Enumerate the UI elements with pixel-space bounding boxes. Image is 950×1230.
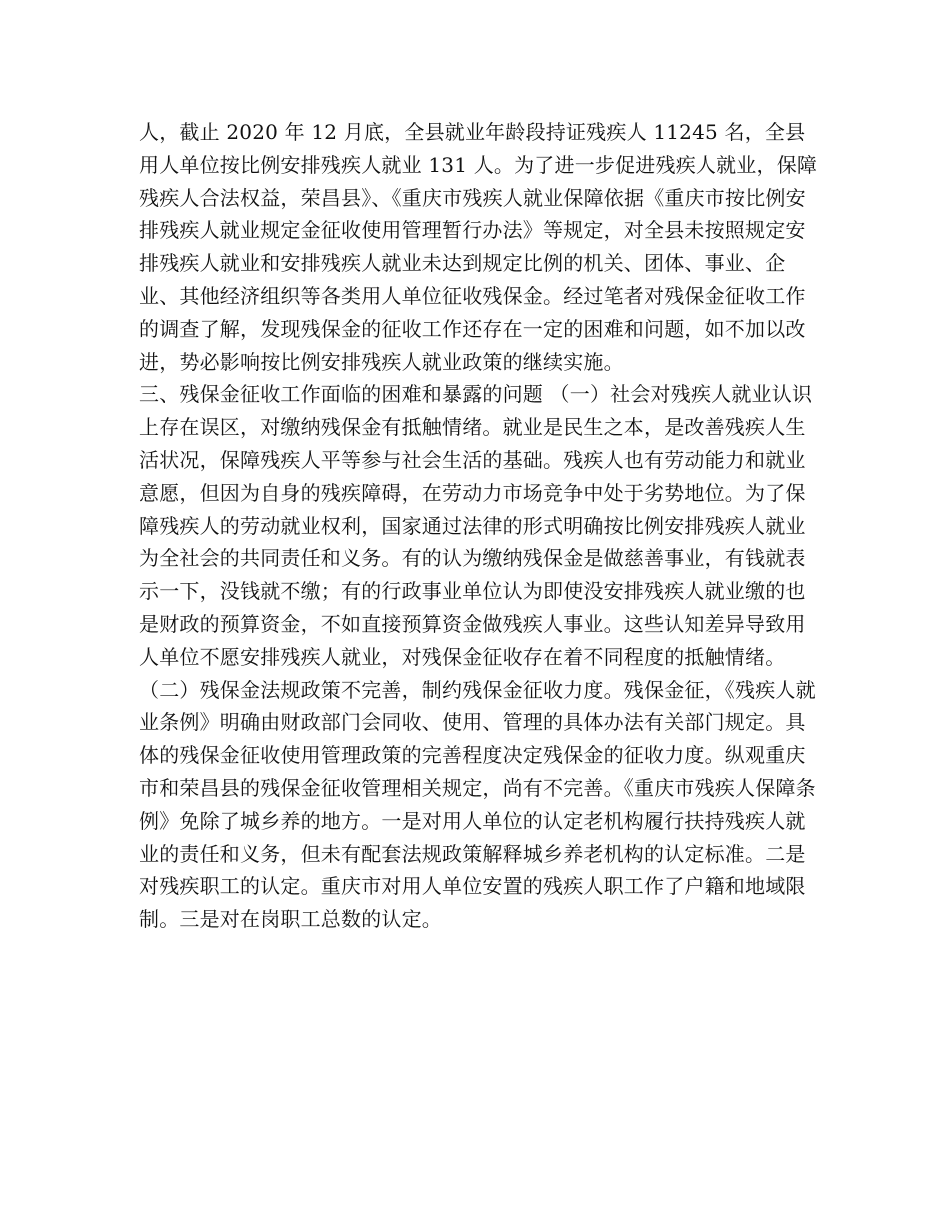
document-body: [139, 116, 819, 936]
paragraph-section-three-problem-one: 三、残保金征收工作面临的困难和暴露的问题 （一）社会对残疾人就业认识上存在误区，对缴纳残保金有抵触情绪。就业是民生之本，是改善残疾人生活状况，保障残疾人平等参与社会生活的基础。残疾人也有劳动能力和就业意愿，但因为自身的残疾障碍，在劳动力市场竞争中处于劣势地位。为了保障残疾人的劳动就业权利，国家通过法律的形式明确按比例安排残疾人就业为全社会的共同责任和义务。有的认为缴纳残保金是做慈善事业，有钱就表示一下，没钱就不缴；有的行政事业单位认为即使没安排残疾人就业缴的也是财政的预算资金，不如直接预算资金做残疾人事业。这些认知差异导致用人单位不愿安排残疾人就业，对残保金征收存在着不同程度的抵触情绪。: [139, 382, 813, 669]
paragraph-employment-status: 人，截止 2020 年 12 月底，全县就业年龄段持证残疾人 11245 名，全县用人单位按比例安排残疾人就业 131 人。为了进一步促进残疾人就业，保障残疾人合法权益，荣昌县》、《重庆市残疾人就业保障依据《重庆市按比例安排残疾人就业规定金征收使用管理暂行办法》等规定，对全县未按照规定安排残疾人就业和安排残疾人就业未达到规定比例的机关、团体、事业、企业、其他经济组织等各类用人单位征收残保金。经过笔者对残保金征收工作的调查了解，发现残保金的征收工作还存在一定的困难和问题，如不加以改进，势必影响按比例安排残疾人就业政策的继续实施。: [139, 120, 818, 374]
paragraph-problem-two: （二）残保金法规政策不完善，制约残保金征收力度。残保金征，《残疾人就业条例》明确由财政部门会同收、使用、管理的具体办法有关部门规定。具体的残保金征收使用管理政策的完善程度决定残保金的征收力度。纵观重庆市和荣昌县的残保金征收管理相关规定，尚有不完善。《重庆市残疾人保障条例》免除了城乡养的地方。一是对用人单位的认定老机构履行扶持残疾人就业的责任和义务，但未有配套法规政策解释城乡养老机构的认定标准。二是对残疾职工的认定。重庆市对用人单位安置的残疾人职工作了户籍和地域限制。三是对在岗职工总数的认定。: [139, 677, 816, 932]
